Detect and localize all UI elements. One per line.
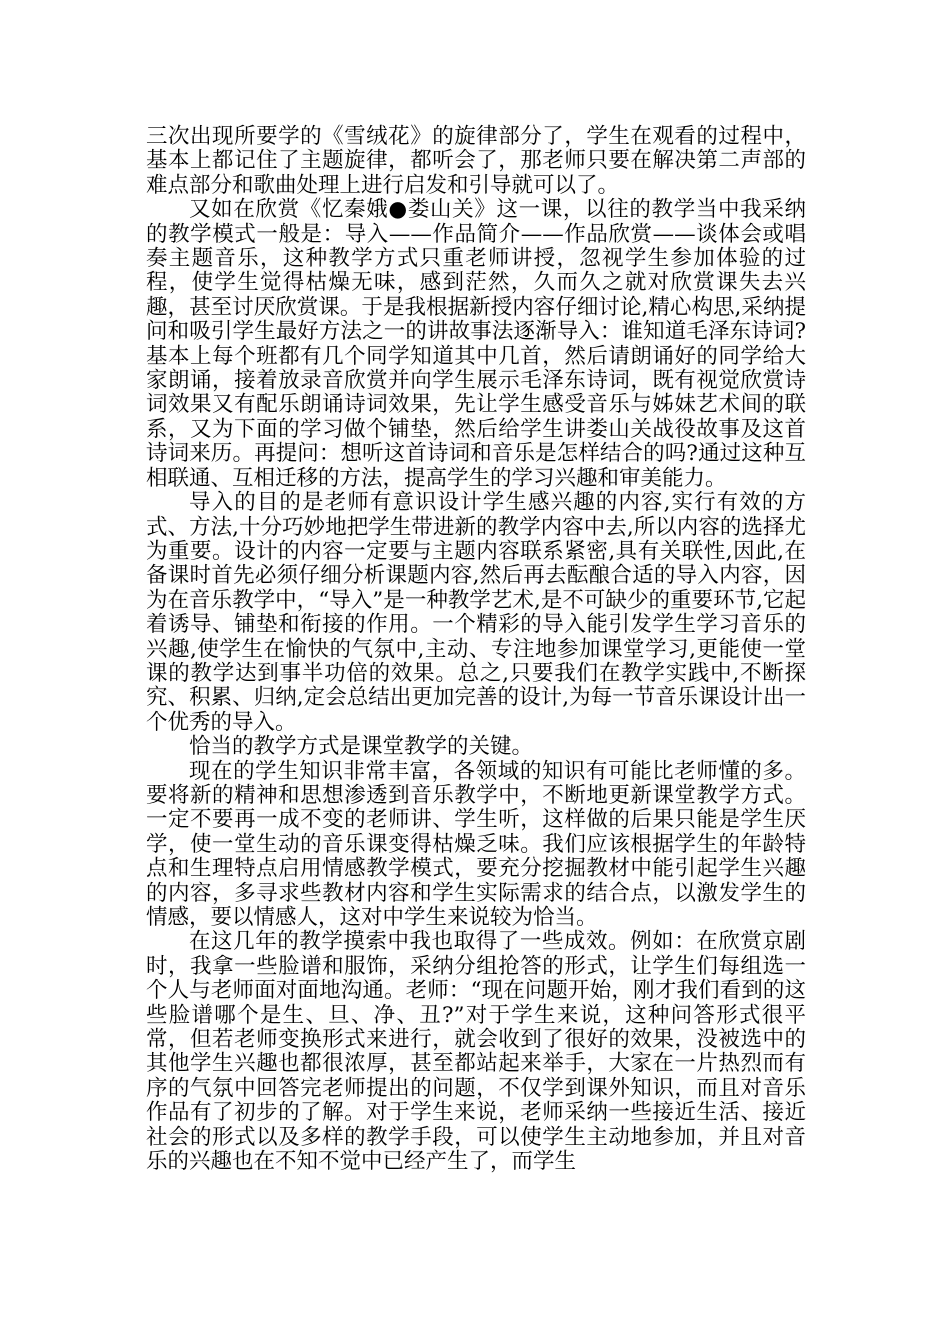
- paragraph-4: 恰当的教学方式是课堂教学的关键。: [189, 734, 534, 760]
- paragraph-1: 三次出现所要学的《雪绒花》的旋律部分了，学生在观看的过程中，基本上都记住了主题旋律，都听会了，那老师只要在解决第二声部的难点部分和歌曲处理上进行启发和引导就可以了。: [146, 124, 806, 198]
- document-page: [146, 125, 806, 1174]
- paragraph-2: 又如在欣赏《忆秦娥●娄山关》这一课，以往的教学当中我采纳的教学模式一般是：导入——作品简介——作品欣赏——谈体会或唱奏主题音乐，这种教学方式只重老师讲授，忽视学生参加体验的过程，使学生觉得枯燥无味，感到茫然，久而久之就对欣赏课失去兴趣，甚至讨厌欣赏课。于是我根据新授内容仔细讨论,精心构思,采纳提问和吸引学生最好方法之一的讲故事法逐渐导入：谁知道毛泽东诗词?基本上每个班都有几个同学知道其中几首，然后请朗诵好的同学给大家朗诵，接着放录音欣赏并向学生展示毛泽东诗词，既有视觉欣赏诗词效果又有配乐朗诵诗词效果，先让学生感受音乐与姊妹艺术间的联系，又为下面的学习做个铺垫，然后给学生讲娄山关战役故事及这首诗词来历。再提问：想听这首诗词和音乐是怎样结合的吗?通过这种互相联通、互相迁移的方法，提高学生的学习兴趣和审美能力。: [146, 197, 806, 491]
- paragraph-5: 现在的学生知识非常丰富，各领域的知识有可能比老师懂的多。要将新的精神和思想渗透到音乐教学中，不断地更新课堂教学方式。一定不要再一成不变的老师讲、学生听，这样做的后果只能是学生厌学，使一堂生动的音乐课变得枯燥乏味。我们应该根据学生的年龄特点和生理特点启用情感教学模式，要充分挖掘教材中能引起学生兴趣的内容，多寻求些教材内容和学生实际需求的结合点，以激发学生的情感，要以情感人，这对中学生来说较为恰当。: [146, 758, 806, 930]
- paragraph-3: 导入的目的是老师有意识设计学生感兴趣的内容,实行有效的方式、方法,十分巧妙地把学生带进新的教学内容中去,所以内容的选择尤为重要。设计的内容一定要与主题内容联系紧密,具有关联性,因此,在备课时首先必须仔细分析课题内容,然后再去酝酿合适的导入内容，因为在音乐教学中，“导入”是一种教学艺术,是不可缺少的重要环节,它起着诱导、铺垫和衔接的作用。一个精彩的导入能引发学生学习音乐的兴趣,使学生在愉快的气氛中,主动、专注地参加课堂学习,更能使一堂课的教学达到事半功倍的效果。总之,只要我们在教学实践中,不断探究、积累、归纳,定会总结出更加完善的设计,为每一节音乐课设计出一个优秀的导入。: [146, 490, 806, 735]
- paragraph-6: 在这几年的教学摸索中我也取得了一些成效。例如：在欣赏京剧时，我拿一些脸谱和服饰，采纳分组抢答的形式，让学生们每组选一个人与老师面对面地沟通。老师：“现在问题开始，刚才我们看到的这些脸谱哪个是生、旦、净、丑?”对于学生来说，这种问答形式很平常，但若老师变换形式来进行，就会收到了很好的效果，没被选中的其他学生兴趣也都很浓厚，甚至都站起来举手，大家在一片热烈而有序的气氛中回答完老师提出的问题，不仅学到课外知识，而且对音乐作品有了初步的了解。对于学生来说，老师采纳一些接近生活、接近社会的形式以及多样的教学手段，可以使学生主动地参加，并且对音乐的兴趣也在不知不觉中已经产生了，而学生: [146, 929, 806, 1175]
